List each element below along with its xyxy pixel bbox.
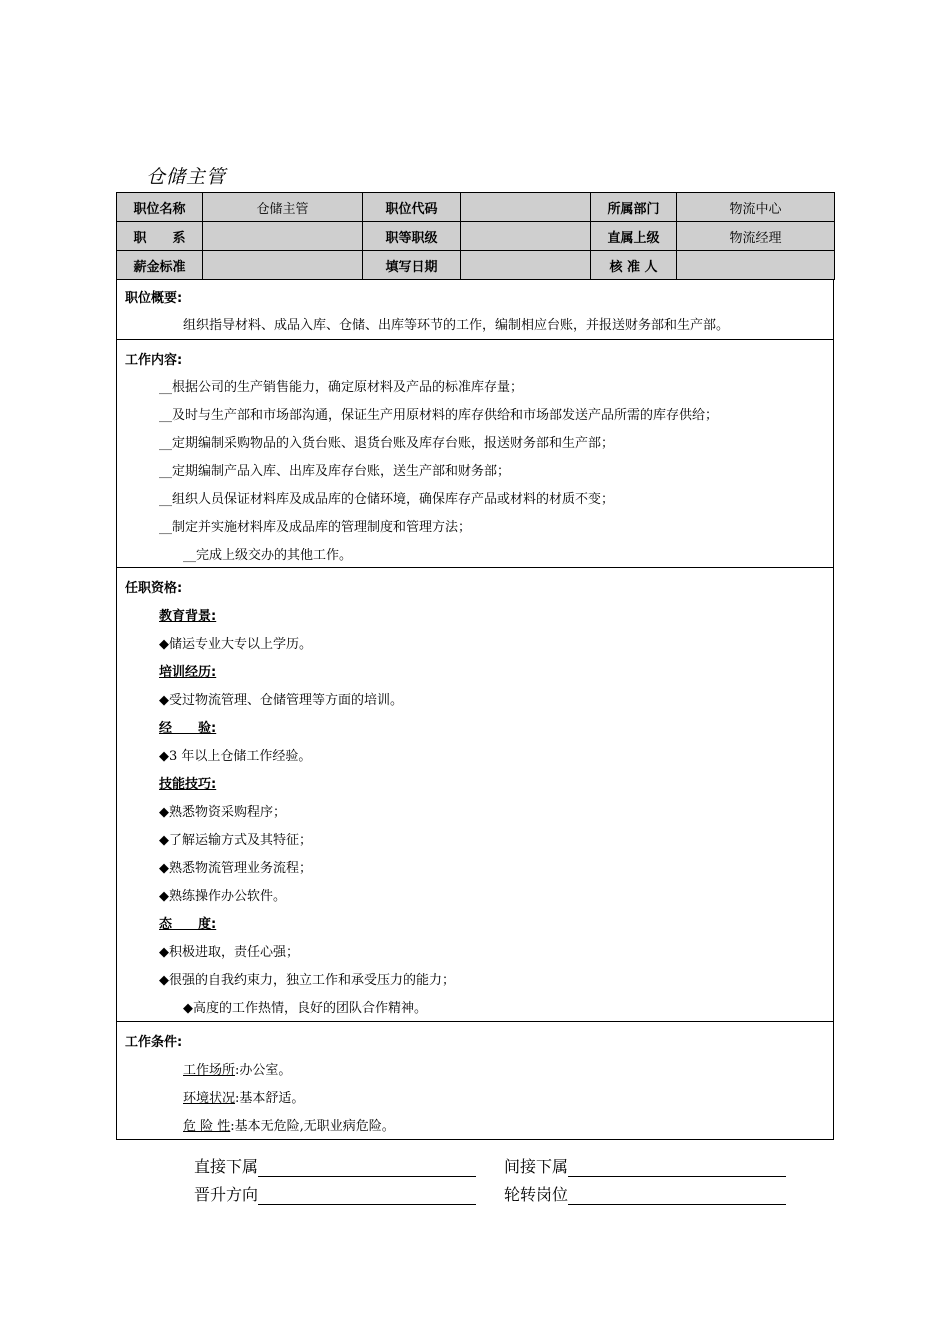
skills-label: 技能技巧: (159, 777, 217, 792)
training-label: 培训经历: (159, 665, 217, 680)
education-label: 教育背景: (159, 609, 217, 624)
header-label: 职等职级 (363, 222, 461, 251)
promotion-blank (258, 1188, 476, 1205)
header-label: 薪金标准 (117, 251, 203, 280)
training-text: ◆受过物流管理、仓储管理等方面的培训。 (159, 693, 403, 708)
list-item: ◆很强的自我约束力，独立工作和承受压力的能力； (159, 973, 455, 988)
header-row (117, 222, 835, 251)
direct-blank (258, 1160, 476, 1177)
summary-text: 组织指导材料、成品入库、仓储、出库等环节的工作，编制相应台账，并报送财务部和生产部。 (183, 318, 730, 333)
header-label: 直属上级 (591, 222, 677, 251)
risk-label: 危 险 性 (183, 1119, 231, 1134)
header-row (117, 193, 835, 222)
duties-title: 工作内容: (125, 353, 183, 368)
list-item: __制定并实施材料库及成品库的管理制度和管理方法； (159, 520, 472, 535)
condition-env (183, 1087, 304, 1106)
header-label: 职位代码 (363, 193, 461, 222)
list-item: ◆高度的工作热情，良好的团队合作精神。 (183, 1001, 427, 1016)
list-item: __定期编制产品入库、出库及库存台账，送生产部和财务部； (159, 464, 511, 479)
header-value: 物流中心 (677, 193, 835, 222)
env-label: 环境状况 (183, 1091, 236, 1106)
condition-place (183, 1059, 291, 1078)
list-item: ◆了解运输方式及其特征； (159, 833, 312, 848)
place-value: :办公室。 (235, 1063, 292, 1078)
header-table (116, 192, 834, 279)
header-value (461, 193, 591, 222)
header-value (677, 251, 835, 280)
footer-promotion (194, 1182, 476, 1205)
list-item: ◆熟悉物流管理业务流程； (159, 861, 312, 876)
env-value: :基本舒适。 (235, 1091, 305, 1106)
list-item: ◆熟练操作办公软件。 (159, 889, 286, 904)
conditions-section (116, 1021, 834, 1140)
list-item: __根据公司的生产销售能力，确定原材料及产品的标准库存量； (159, 380, 524, 395)
header-row (117, 251, 835, 280)
header-value (203, 251, 363, 280)
header-value (203, 222, 363, 251)
conditions-title: 工作条件: (125, 1035, 183, 1050)
condition-risk (183, 1115, 395, 1134)
list-item: __及时与生产部和市场部沟通，保证生产用原材料的库存供给和市场部发送产品所需的库存供给； (159, 408, 719, 423)
experience-text: ◆3 年以上仓储工作经验。 (159, 749, 312, 764)
rotation-label: 轮转岗位 (504, 1185, 569, 1204)
summary-section (116, 279, 834, 340)
header-value: 仓储主管 (203, 193, 363, 222)
header-label: 填写日期 (363, 251, 461, 280)
promotion-label: 晋升方向 (194, 1185, 259, 1204)
list-item: ◆积极进取，责任心强； (159, 945, 299, 960)
header-label: 核 准 人 (591, 251, 677, 280)
indirect-blank (568, 1160, 786, 1177)
summary-title: 职位概要: (125, 291, 183, 306)
list-item: __组织人员保证材料库及成品库的仓储环境，确保库存产品或材料的材质不变； (159, 492, 615, 507)
header-value: 物流经理 (677, 222, 835, 251)
footer-rotation (504, 1182, 786, 1205)
list-item: ◆熟悉物资采购程序； (159, 805, 286, 820)
header-label: 职 系 (117, 222, 203, 251)
duties-section (116, 339, 834, 568)
place-label: 工作场所 (183, 1063, 236, 1078)
indirect-label: 间接下属 (504, 1157, 569, 1176)
attitude-label: 态 度: (159, 917, 217, 932)
risk-value: :基本无危险,无职业病危险。 (230, 1119, 395, 1134)
header-label: 所属部门 (591, 193, 677, 222)
direct-label: 直接下属 (194, 1157, 259, 1176)
rotation-blank (568, 1188, 786, 1205)
qualifications-section (116, 567, 834, 1022)
header-value (461, 251, 591, 280)
experience-label: 经 验: (159, 721, 217, 736)
page-title: 仓储主管 (146, 166, 227, 188)
education-text: ◆储运专业大专以上学历。 (159, 637, 312, 652)
qualifications-title: 任职资格: (125, 581, 183, 596)
footer-indirect (504, 1154, 786, 1177)
header-label: 职位名称 (117, 193, 203, 222)
list-item: __定期编制采购物品的入货台账、退货台账及库存台账，报送财务部和生产部； (159, 436, 615, 451)
header-value (461, 222, 591, 251)
footer-direct (194, 1154, 476, 1177)
list-item: __完成上级交办的其他工作。 (183, 548, 353, 563)
